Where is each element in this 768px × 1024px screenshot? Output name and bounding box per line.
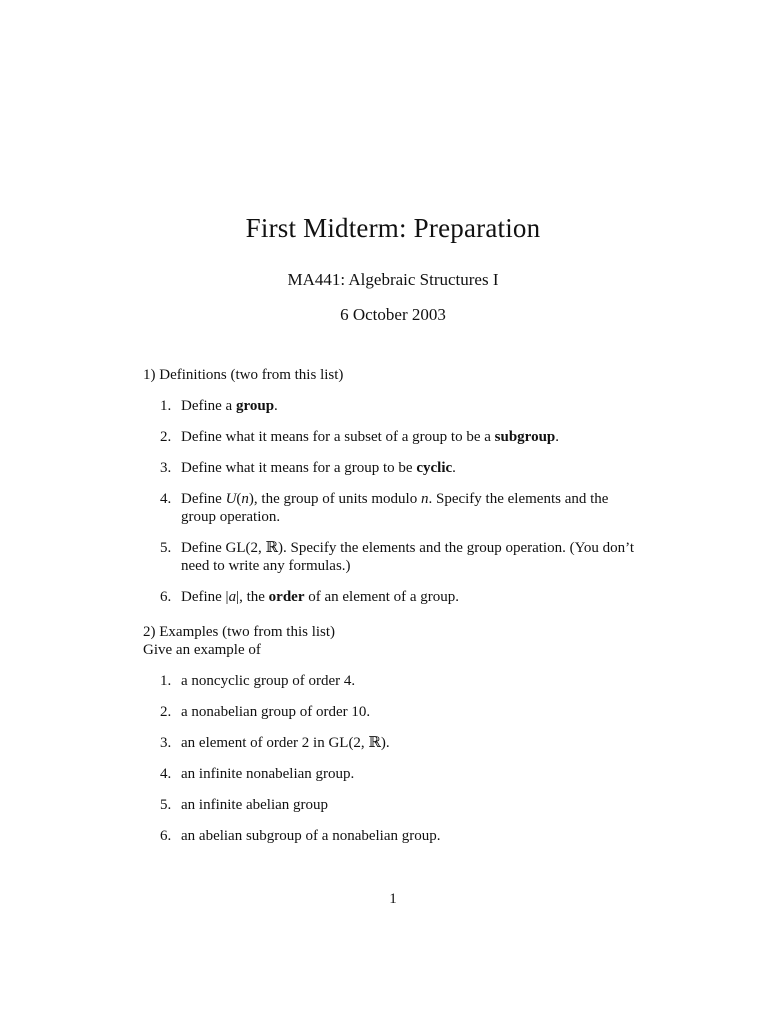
math-symbol: n <box>241 491 249 507</box>
list-item <box>143 827 663 845</box>
item-text: an element of order 2 in GL(2, ℝ). <box>181 735 390 751</box>
item-text <box>181 490 647 526</box>
item-text-part: ( <box>236 491 242 507</box>
definitions-list <box>143 397 663 606</box>
item-text: an infinite nonabelian group. <box>181 766 355 782</box>
item-text-part: of an element of a group. <box>304 589 460 605</box>
course-title: MA441: Algebraic Structures I <box>287 270 499 289</box>
item-number: 1. <box>160 673 172 689</box>
item-text: a noncyclic group of order 4. <box>181 673 356 689</box>
examples-section <box>143 623 663 845</box>
item-number: 6. <box>160 828 172 844</box>
list-item <box>143 765 663 783</box>
item-number: 2. <box>160 704 172 720</box>
item-number: 1. <box>160 398 172 414</box>
item-text-part: Define what it means for a subset of a group to be a <box>181 429 495 445</box>
item-text-part: . <box>555 429 559 445</box>
examples-list <box>143 672 663 845</box>
item-text-part: |, the <box>236 589 269 605</box>
item-term: order <box>268 589 305 605</box>
examples-intro: Give an example of <box>143 642 261 658</box>
item-text: Define GL(2, ℝ). Specify the elements and the group operation. (You don’t need to write any formulas.) <box>181 540 635 574</box>
page-title: First Midterm: Preparation <box>245 213 541 243</box>
item-number: 5. <box>160 540 172 556</box>
item-text-part: . Specify the elements and the group operation. <box>181 491 609 525</box>
item-text-part: Define | <box>181 589 229 605</box>
math-symbol: n <box>420 491 429 507</box>
list-item <box>143 539 663 575</box>
item-number: 3. <box>160 735 172 751</box>
examples-heading: 2) Examples (two from this list) <box>143 624 336 640</box>
item-text-part: . <box>452 460 456 476</box>
list-item <box>143 490 663 526</box>
item-number: 3. <box>160 460 172 476</box>
item-text <box>181 397 647 415</box>
item-number: 4. <box>160 766 172 782</box>
item-text <box>181 428 647 446</box>
item-text-part: ) <box>248 491 254 507</box>
item-text-part: Define <box>181 491 226 507</box>
list-item <box>143 796 663 814</box>
list-item <box>143 397 663 415</box>
list-item <box>143 588 663 606</box>
definitions-section <box>143 366 663 606</box>
page-number: 1 <box>389 891 397 907</box>
item-text: an abelian subgroup of a nonabelian group. <box>181 828 441 844</box>
list-item <box>143 703 663 721</box>
list-item <box>143 734 663 752</box>
item-text: an infinite abelian group <box>181 797 329 813</box>
math-symbol: U <box>225 491 237 507</box>
item-text <box>181 588 647 606</box>
item-text-part: . <box>274 398 278 414</box>
item-text-part: Define what it means for a group to be <box>181 460 417 476</box>
document-date: 6 October 2003 <box>340 305 446 324</box>
item-term: cyclic <box>416 460 453 476</box>
item-text-part: , the group of units modulo <box>253 491 421 507</box>
item-number: 6. <box>160 589 172 605</box>
item-text-part: Define a <box>181 398 236 414</box>
definitions-heading: 1) Definitions (two from this list) <box>143 367 344 383</box>
item-number: 4. <box>160 491 172 507</box>
item-term: subgroup <box>494 429 556 445</box>
item-number: 5. <box>160 797 172 813</box>
math-symbol: a <box>228 589 237 605</box>
list-item <box>143 459 663 477</box>
item-text: a nonabelian group of order 10. <box>181 704 371 720</box>
item-text <box>181 459 647 477</box>
item-term: group <box>235 398 275 414</box>
list-item <box>143 428 663 446</box>
item-number: 2. <box>160 429 172 445</box>
list-item <box>143 672 663 690</box>
